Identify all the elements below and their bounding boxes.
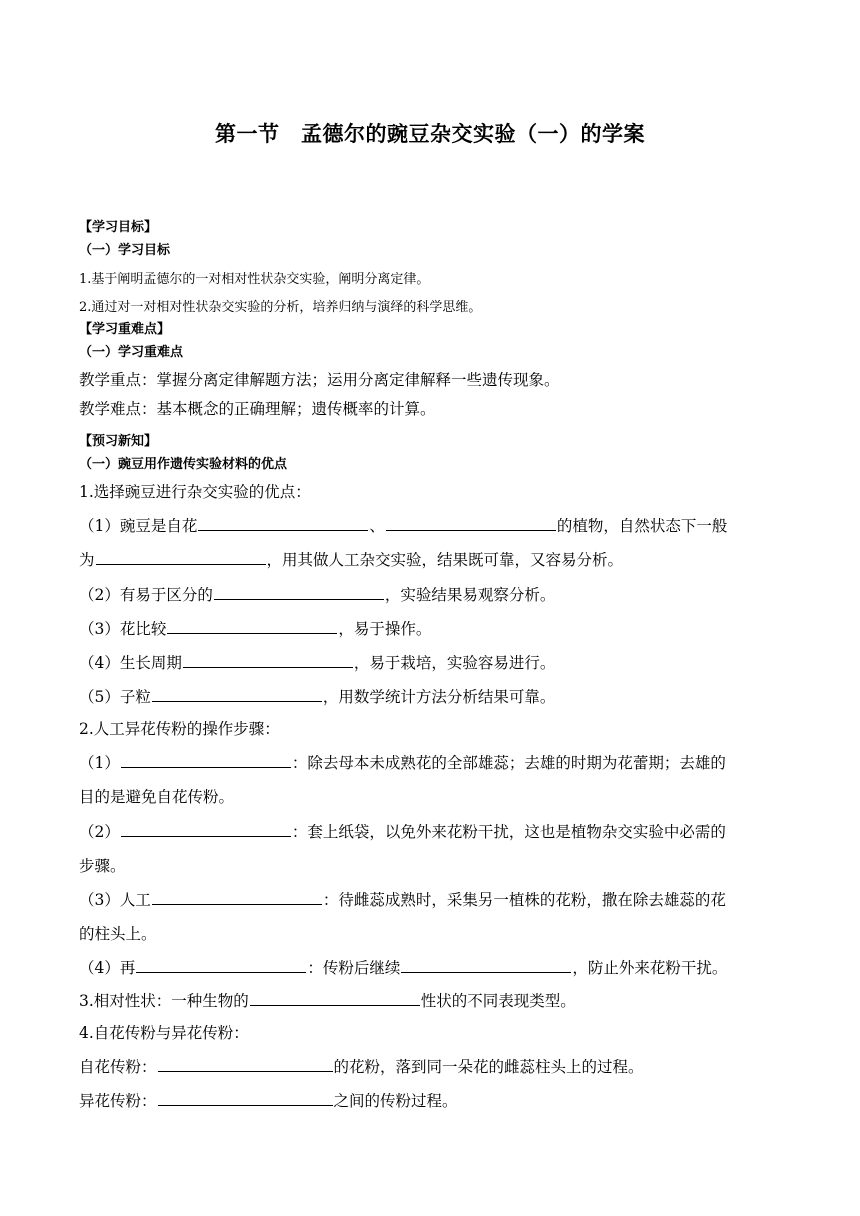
key-points-subheading: （一）学习重难点	[79, 345, 184, 360]
question-1-title: 1.选择豌豆进行杂交实验的优点：	[79, 483, 311, 501]
text-segment: （2）	[79, 823, 120, 841]
question-4-title: 4.自花传粉与异花传粉：	[79, 1024, 249, 1042]
text-segment: （3）花比较	[79, 620, 167, 638]
question-1-item-5	[79, 685, 555, 707]
answer-blank[interactable]	[183, 652, 353, 669]
answer-blank[interactable]	[401, 957, 571, 974]
cross-pollination	[79, 1089, 458, 1111]
answer-blank[interactable]	[198, 515, 368, 532]
answer-blank[interactable]	[158, 1090, 333, 1107]
preview-subheading: （一）豌豆用作遗传实验材料的优点	[79, 457, 288, 472]
text-segment: （5）子粒	[79, 688, 151, 706]
text-segment: ，易于栽培，实验容易进行。	[353, 654, 556, 672]
question-2-step-2-cont: 步骤。	[79, 857, 126, 875]
answer-blank[interactable]	[152, 889, 322, 906]
text-segment: 之间的传粉过程。	[333, 1092, 458, 1110]
text-segment: 、	[369, 517, 385, 535]
learning-goal-item: 1.基于阐明孟德尔的一对相对性状杂交实验，阐明分离定律。	[79, 272, 430, 287]
text-segment: 的植物，自然状态下一般	[556, 517, 728, 535]
question-2-step-1-cont: 目的是避免自花传粉。	[79, 788, 235, 806]
question-2-step-2	[79, 820, 726, 842]
learning-goals-subheading: （一）学习目标	[79, 243, 171, 258]
text-segment: 异花传粉：	[79, 1092, 157, 1110]
text-segment: ，用其做人工杂交实验，结果既可靠，又容易分析。	[266, 551, 624, 569]
answer-blank[interactable]	[167, 618, 337, 635]
answer-blank[interactable]	[121, 752, 291, 769]
text-segment: 性状的不同表现类型。	[420, 992, 576, 1010]
text-segment: ，易于操作。	[338, 620, 432, 638]
text-segment: ：除去母本未成熟花的全部雄蕊；去雄的时期为花蕾期；去雄的	[291, 754, 726, 772]
key-points-heading: 【学习重难点】	[79, 322, 171, 337]
question-2-step-4	[79, 956, 727, 978]
self-pollination	[79, 1055, 644, 1077]
question-1-item-3	[79, 617, 431, 639]
question-1-item-2	[79, 583, 555, 605]
text-segment: （2）有易于区分的	[79, 586, 213, 604]
answer-blank[interactable]	[386, 515, 556, 532]
answer-blank[interactable]	[96, 549, 266, 566]
preview-heading: 【预习新知】	[79, 434, 158, 449]
question-1-item-1	[79, 514, 727, 536]
text-segment: 自花传粉：	[79, 1058, 157, 1076]
document-title: 第一节 孟德尔的豌豆杂交实验（一）的学案	[215, 122, 645, 146]
learning-goal-item: 2.通过对一对相对性状杂交实验的分析，培养归纳与演绎的科学思维。	[79, 300, 482, 315]
text-segment: （4）再	[79, 959, 136, 977]
text-segment: ，防止外来花粉干扰。	[572, 959, 728, 977]
answer-blank[interactable]	[152, 686, 322, 703]
text-segment: ，用数学统计方法分析结果可靠。	[322, 688, 556, 706]
question-2-step-1	[79, 751, 726, 773]
answer-blank[interactable]	[136, 957, 306, 974]
question-1-item-4	[79, 651, 555, 673]
teaching-difficulty: 教学难点：基本概念的正确理解；遗传概率的计算。	[79, 400, 436, 418]
question-3	[79, 989, 576, 1011]
text-segment: （1）	[79, 754, 120, 772]
question-2-title: 2.人工异花传粉的操作步骤：	[79, 720, 280, 738]
text-segment: （1）豌豆是自花	[79, 517, 198, 535]
answer-blank[interactable]	[250, 990, 420, 1007]
text-segment: ：待雌蕊成熟时，采集另一植株的花粉，撒在除去雄蕊的花	[322, 891, 726, 909]
question-2-step-3	[79, 888, 726, 910]
learning-goals-heading: 【学习目标】	[79, 220, 158, 235]
text-segment: 3.相对性状：一种生物的	[79, 992, 249, 1010]
answer-blank[interactable]	[214, 584, 384, 601]
text-segment: 为	[79, 551, 95, 569]
text-segment: （4）生长周期	[79, 654, 182, 672]
text-segment: ，实验结果易观察分析。	[384, 586, 556, 604]
text-segment: （3）人工	[79, 891, 151, 909]
answer-blank[interactable]	[121, 821, 291, 838]
question-1-item-1-cont	[79, 548, 623, 570]
question-2-step-3-cont: 的柱头上。	[79, 925, 157, 943]
text-segment: ：套上纸袋，以免外来花粉干扰，这也是植物杂交实验中必需的	[291, 823, 726, 841]
teaching-focus: 教学重点：掌握分离定律解题方法；运用分离定律解释一些遗传现象。	[79, 371, 560, 389]
text-segment: ：传粉后继续	[307, 959, 401, 977]
answer-blank[interactable]	[158, 1056, 333, 1073]
text-segment: 的花粉，落到同一朵花的雌蕊柱头上的过程。	[333, 1058, 644, 1076]
